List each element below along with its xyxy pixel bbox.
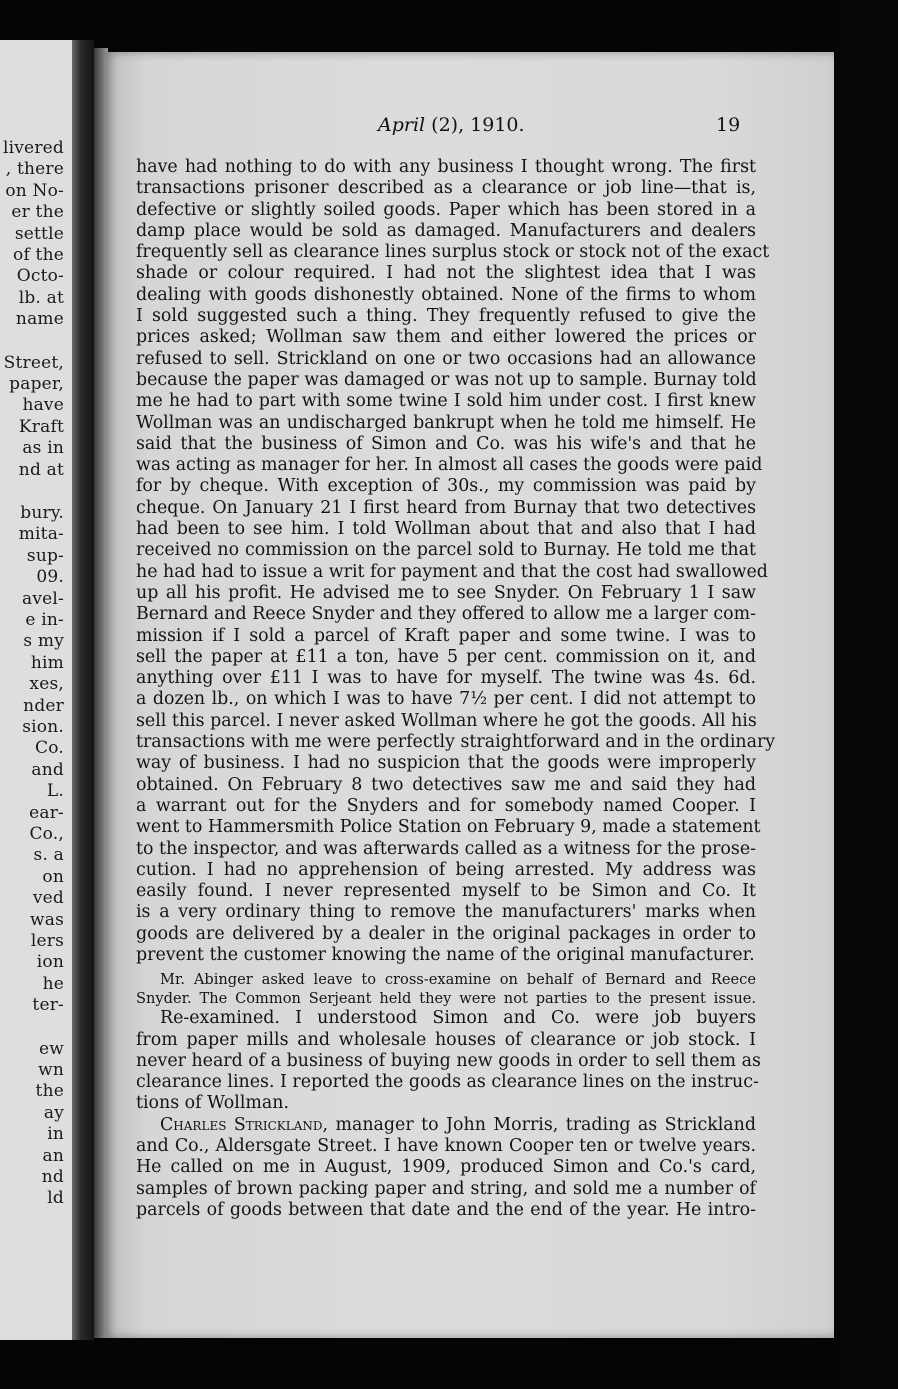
facing-page-text: name — [15, 309, 64, 330]
body-line: prevent the customer knowing the name of the original manufacturer. — [136, 944, 755, 965]
facing-page-fragment — [0, 40, 72, 1340]
facing-page-text: livered — [2, 138, 64, 158]
witness-line: He called on me in August, 1909, produced Simon and Co.'s card, — [136, 1157, 756, 1178]
facing-page-text: as in — [22, 438, 64, 459]
body-line: anything over £11 I was to have for myself. The twine was 4s. 6d. — [136, 668, 756, 689]
facing-page-text: ter- — [32, 995, 64, 1016]
facing-page-text: an — [42, 1145, 64, 1166]
facing-page-text: ved — [32, 888, 64, 909]
facing-page-text: ion — [36, 952, 64, 973]
facing-page-text: s. a — [33, 845, 64, 866]
witness-line: and Co., Aldersgate Street. I have known Cooper ten or twelve years. — [136, 1136, 756, 1157]
body-line: for by cheque. With exception of 30s., my commission was paid by — [136, 476, 756, 497]
body-line: because the paper was damaged or was not up to sample. Burnay told — [136, 369, 757, 390]
facing-page-text: Co., — [29, 824, 64, 844]
body-line: up all his profit. He advised me to see Snyder. On February 1 I saw — [136, 582, 756, 603]
facing-page-text: on — [42, 866, 64, 887]
facing-page-text: he — [42, 973, 64, 994]
facing-page-text: ay — [43, 1102, 64, 1123]
facing-page-text: L. — [46, 781, 64, 802]
book-gutter — [72, 40, 94, 1340]
facing-page-text: and — [31, 759, 64, 780]
court-note-line: Snyder. The Common Serjeant held they were not parties to the present issue. — [136, 990, 756, 1008]
reexamination-line: from paper mills and wholesale houses of clearance or job stock. I — [136, 1029, 756, 1050]
body-line: was acting as manager for her. In almost all cases the goods were paid — [136, 455, 763, 476]
title-date-month: April — [378, 114, 426, 136]
facing-page-text: wn — [38, 1060, 64, 1080]
body-line: received no commission on the parcel sold to Burnay. He told me that — [136, 540, 756, 561]
facing-page-text: nder — [23, 695, 64, 716]
facing-page-text: in — [47, 1124, 64, 1145]
body-line: sell this parcel. I never asked Wollman where he got the goods. All his — [136, 710, 757, 731]
facing-page-text: ear- — [29, 802, 64, 823]
facing-page-text: e in- — [25, 610, 64, 630]
page-body — [136, 157, 776, 1221]
body-line: mission if I sold a parcel of Kraft paper and some twine. I was to — [136, 625, 756, 646]
body-line: is a very ordinary thing to remove the manufacturers' marks when — [136, 902, 756, 923]
body-line: damp place would be sold as damaged. Manufacturers and dealers — [136, 220, 756, 241]
facing-page-text: the — [35, 1081, 64, 1102]
body-line: to the inspector, and was afterwards called as a witness for the prose- — [136, 838, 756, 859]
body-line: refused to sell. Strickland on one or two occasions had an allowance — [136, 348, 756, 369]
body-line: transactions with me were perfectly straightforward and in the ordinary — [136, 732, 776, 753]
facing-page-text: s my — [23, 631, 64, 652]
body-line: sell the paper at £11 a ton, have 5 per cent. commission on it, and — [136, 646, 756, 667]
body-line: Wollman was an undischarged bankrupt when he told me himself. He — [136, 412, 756, 433]
facing-page-text: ew — [38, 1038, 64, 1059]
court-note-line: Mr. Abinger asked leave to cross-examine on behalf of Bernard and Reece — [160, 971, 756, 989]
facing-page-text: nd at — [18, 459, 64, 480]
facing-page-text: sion. — [22, 717, 64, 737]
body-line: shade or colour required. I had not the slightest idea that I was — [136, 263, 756, 284]
facing-page-text: mita- — [18, 524, 64, 545]
body-line: went to Hammersmith Police Station on February 9, made a statement — [136, 817, 761, 838]
body-line: have had nothing to do with any business I thought wrong. The first — [136, 157, 756, 177]
running-header — [104, 114, 834, 142]
facing-page-text: was — [29, 909, 64, 930]
reexamination-line: never heard of a business of buying new goods in order to sell them as — [136, 1050, 761, 1071]
facing-page-text: him — [30, 652, 64, 673]
body-line: frequently sell as clearance lines surplus stock or stock not of the exact — [136, 242, 770, 263]
facing-page-text: avel- — [22, 588, 64, 609]
facing-page-text: xes, — [29, 674, 64, 695]
body-line: way of business. I had no suspicion that the goods were improperly — [136, 753, 756, 774]
body-line: cheque. On January 21 I first heard from Burnay that two detectives — [136, 497, 756, 518]
facing-page-text: nd — [41, 1167, 64, 1187]
facing-page-text: , there — [5, 159, 64, 180]
scan-margin-right — [834, 0, 898, 1389]
facing-page-text: er the — [11, 202, 64, 223]
title-date-rest: (2), 1910. — [425, 114, 525, 136]
body-line: dealing with goods dishonestly obtained. None of the firms to whom — [136, 284, 756, 305]
body-line: easily found. I never represented myself to be Simon and Co. It — [136, 881, 756, 902]
facing-page-text: on No- — [5, 180, 64, 201]
facing-page-text: paper, — [9, 374, 64, 394]
reexamination-line: Re-examined. I understood Simon and Co. were job buyers — [160, 1008, 756, 1029]
facing-page-text: sup- — [26, 545, 64, 566]
body-line: cution. I had no apprehension of being arrested. My address was — [136, 859, 756, 880]
facing-page-text: have — [22, 395, 64, 416]
reexamination-line: tions of Wollman. — [136, 1093, 289, 1114]
facing-page-text: Octo- — [16, 266, 64, 287]
body-line: I sold suggested such a thing. They frequently refused to give the — [136, 306, 756, 327]
body-line: defective or slightly soiled goods. Paper which has been stored in a — [136, 199, 756, 220]
body-line: goods are delivered by a dealer in the original packages in order to — [136, 923, 756, 944]
facing-page-text: lers — [30, 931, 64, 951]
body-line: Bernard and Reece Snyder and they offered to allow me a larger com- — [136, 604, 756, 625]
body-line: he had had to issue a writ for payment and that the cost had swallowed — [136, 561, 768, 582]
facing-page-text: Kraft — [18, 416, 64, 437]
body-line: a warrant out for the Snyders and for somebody named Cooper. I — [136, 795, 756, 816]
body-line: prices asked; Wollman saw them and either lowered the prices or — [136, 327, 756, 348]
facing-page-text: settle — [14, 223, 64, 244]
facing-page-text: of the — [13, 245, 64, 265]
reexamination-line: clearance lines. I reported the goods as clearance lines on the instruc- — [136, 1072, 759, 1093]
facing-page-text: lb. at — [18, 287, 64, 308]
body-line: had been to see him. I told Wollman about that and also that I had — [136, 519, 756, 540]
body-line: a dozen lb., on which I was to have 7½ per cent. I did not attempt to — [136, 689, 756, 710]
page-number: 19 — [716, 114, 741, 136]
facing-page-text: Street, — [3, 352, 64, 373]
facing-page-text: Co. — [35, 738, 64, 759]
witness-line: parcels of goods between that date and the end of the year. He intro- — [136, 1199, 756, 1220]
facing-page-text: 09. — [36, 567, 64, 588]
witness-line: samples of brown packing paper and string, and sold me a number of — [136, 1178, 756, 1199]
witness-name: Charles Strickland — [160, 1114, 323, 1135]
body-line: said that the business of Simon and Co. was his wife's and that he — [136, 433, 756, 454]
page-title — [378, 114, 525, 136]
witness-line-text: , manager to John Morris, trading as Strickland — [322, 1114, 757, 1135]
body-line: obtained. On February 8 two detectives saw me and said they had — [136, 774, 756, 795]
body-line: me he had to part with some twine I sold him under cost. I first knew — [136, 391, 756, 412]
facing-page-text: ld — [47, 1188, 64, 1209]
facing-page-text: bury. — [20, 503, 64, 523]
witness-line — [136, 1115, 756, 1136]
body-line: transactions prisoner described as a clearance or job line—that is, — [136, 178, 756, 199]
